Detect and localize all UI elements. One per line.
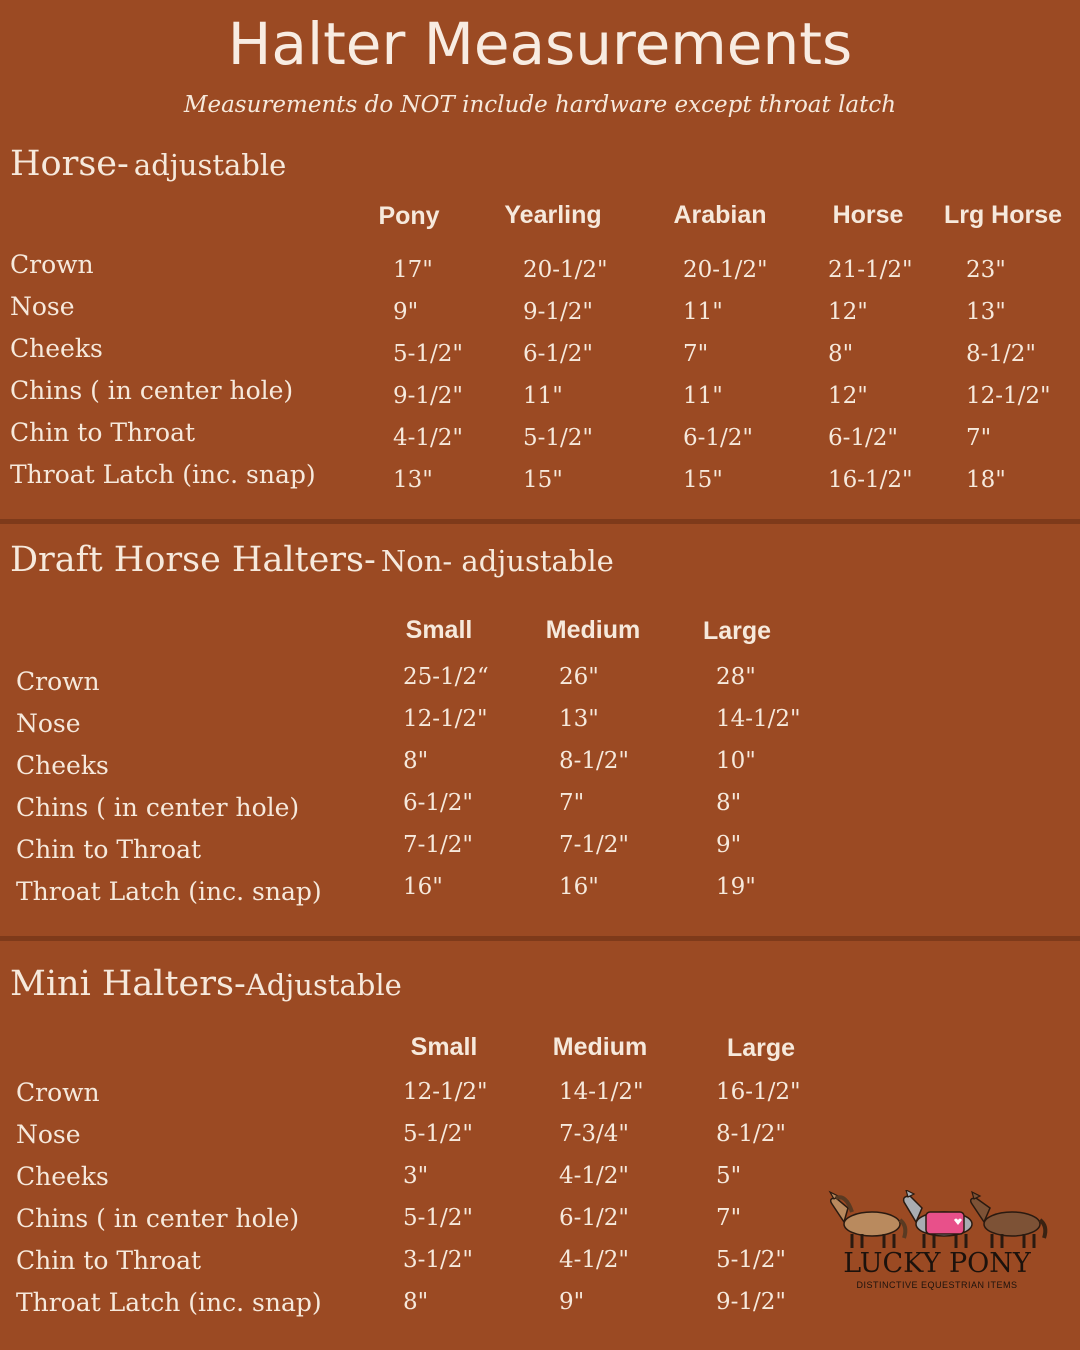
measurement-cell: 6-1/2": [828, 425, 898, 451]
measurement-cell: 11": [683, 299, 723, 325]
measurement-cell: 4-1/2": [393, 425, 463, 451]
measurement-cell: 3": [403, 1163, 429, 1189]
measurement-cell: 12-1/2": [966, 383, 1051, 409]
row-label: Nose: [16, 1120, 81, 1149]
page-title: Halter Measurements: [227, 10, 853, 78]
measurement-cell: 5-1/2": [403, 1121, 473, 1147]
logo-name: LUCKY PONY: [843, 1248, 1031, 1279]
lucky-pony-logo: [822, 1190, 1052, 1295]
logo-tagline: DISTINCTIVE EQUESTRIAN ITEMS: [856, 1280, 1018, 1290]
measurement-cell: 3-1/2": [403, 1247, 473, 1273]
row-label: Chin to Throat: [16, 835, 202, 864]
measurement-cell: 8": [828, 341, 854, 367]
measurement-cell: 7": [716, 1205, 742, 1231]
measurement-cell: 7-1/2": [559, 832, 629, 858]
row-label: Cheeks: [10, 334, 103, 363]
measurement-cell: 26": [559, 664, 599, 690]
measurement-cell: 9-1/2": [716, 1289, 786, 1315]
measurement-cell: 23": [966, 257, 1006, 283]
column-header: Arabian: [673, 201, 767, 229]
measurement-cell: 9-1/2": [523, 299, 593, 325]
measurement-cell: 7": [559, 790, 585, 816]
measurement-cell: 8-1/2": [559, 748, 629, 774]
measurement-cell: 18": [966, 467, 1006, 493]
section-divider: [0, 519, 1080, 524]
measurement-cell: 8": [716, 790, 742, 816]
measurement-cell: 5-1/2": [523, 425, 593, 451]
measurement-cell: 16": [559, 874, 599, 900]
column-header: Lrg Horse: [943, 201, 1063, 229]
column-header: Large: [702, 617, 772, 645]
measurement-cell: 6-1/2": [523, 341, 593, 367]
measurement-cell: 15": [523, 467, 563, 493]
row-label: Cheeks: [16, 751, 109, 780]
measurement-cell: 11": [523, 383, 563, 409]
measurement-cell: 7-1/2": [403, 832, 473, 858]
column-header: Small: [405, 616, 473, 644]
measurement-cell: 5-1/2": [716, 1247, 786, 1273]
measurement-cell: 9": [393, 299, 419, 325]
measurement-cell: 14-1/2": [716, 706, 801, 732]
measurement-cell: 9-1/2": [393, 383, 463, 409]
three-ponies-icon: [822, 1190, 1052, 1252]
row-label: Crown: [10, 250, 94, 279]
measurement-cell: 16": [403, 874, 443, 900]
row-label: Crown: [16, 667, 100, 696]
measurement-cell: 25-1/2“: [403, 664, 489, 690]
measurement-cell: 12-1/2": [403, 706, 488, 732]
row-label: Chins ( in center hole): [10, 376, 294, 405]
measurement-cell: 14-1/2": [559, 1079, 644, 1105]
measurement-cell: 8-1/2": [966, 341, 1036, 367]
measurement-cell: 6-1/2": [559, 1205, 629, 1231]
measurement-cell: 4-1/2": [559, 1163, 629, 1189]
column-header: Horse: [832, 201, 904, 229]
measurement-cell: 12": [828, 299, 868, 325]
measurement-cell: 21-1/2": [828, 257, 913, 283]
measurement-cell: 5": [716, 1163, 742, 1189]
column-header: Small: [410, 1033, 478, 1061]
row-label: Chin to Throat: [16, 1246, 202, 1275]
row-label: Throat Latch (inc. snap): [16, 877, 322, 906]
measurement-cell: 12-1/2": [403, 1079, 488, 1105]
column-header: Medium: [552, 1033, 648, 1061]
measurement-cell: 7": [683, 341, 709, 367]
measurement-cell: 6-1/2": [403, 790, 473, 816]
section-divider: [0, 936, 1080, 941]
measurement-cell: 10": [716, 748, 756, 774]
measurement-cell: 13": [393, 467, 433, 493]
row-label: Chins ( in center hole): [16, 1204, 300, 1233]
section-heading-mini: Mini Halters-Adjustable: [10, 964, 402, 1004]
measurement-cell: 28": [716, 664, 756, 690]
measurement-cell: 7-3/4": [559, 1121, 629, 1147]
row-label: Nose: [10, 292, 75, 321]
column-header: Yearling: [504, 201, 602, 229]
measurement-cell: 19": [716, 874, 756, 900]
measurement-cell: 9": [716, 832, 742, 858]
column-header: Pony: [378, 202, 440, 230]
measurement-cell: 9": [559, 1289, 585, 1315]
row-label: Cheeks: [16, 1162, 109, 1191]
measurement-cell: 20-1/2": [523, 257, 608, 283]
section-heading-horse: Horse- adjustable: [10, 144, 287, 184]
measurement-cell: 8-1/2": [716, 1121, 786, 1147]
measurement-cell: 7": [966, 425, 992, 451]
measurement-cell: 8": [403, 1289, 429, 1315]
row-label: Nose: [16, 709, 81, 738]
row-label: Chin to Throat: [10, 418, 196, 447]
column-header: Large: [726, 1034, 796, 1062]
row-label: Crown: [16, 1078, 100, 1107]
measurement-cell: 8": [403, 748, 429, 774]
measurement-cell: 17": [393, 257, 433, 283]
measurement-cell: 12": [828, 383, 868, 409]
section-heading-draft: Draft Horse Halters- Non- adjustable: [10, 540, 614, 580]
measurement-cell: 5-1/2": [403, 1205, 473, 1231]
row-label: Throat Latch (inc. snap): [16, 1288, 322, 1317]
measurement-cell: 4-1/2": [559, 1247, 629, 1273]
measurement-cell: 11": [683, 383, 723, 409]
column-header: Medium: [545, 616, 641, 644]
row-label: Throat Latch (inc. snap): [10, 460, 316, 489]
page-subtitle: Measurements do NOT include hardware except throat latch: [183, 92, 897, 118]
measurement-cell: 13": [559, 706, 599, 732]
measurement-cell: 15": [683, 467, 723, 493]
measurement-cell: 20-1/2": [683, 257, 768, 283]
measurement-cell: 6-1/2": [683, 425, 753, 451]
measurement-cell: 5-1/2": [393, 341, 463, 367]
measurement-cell: 13": [966, 299, 1006, 325]
row-label: Chins ( in center hole): [16, 793, 300, 822]
measurement-cell: 16-1/2": [716, 1079, 801, 1105]
measurement-cell: 16-1/2": [828, 467, 913, 493]
